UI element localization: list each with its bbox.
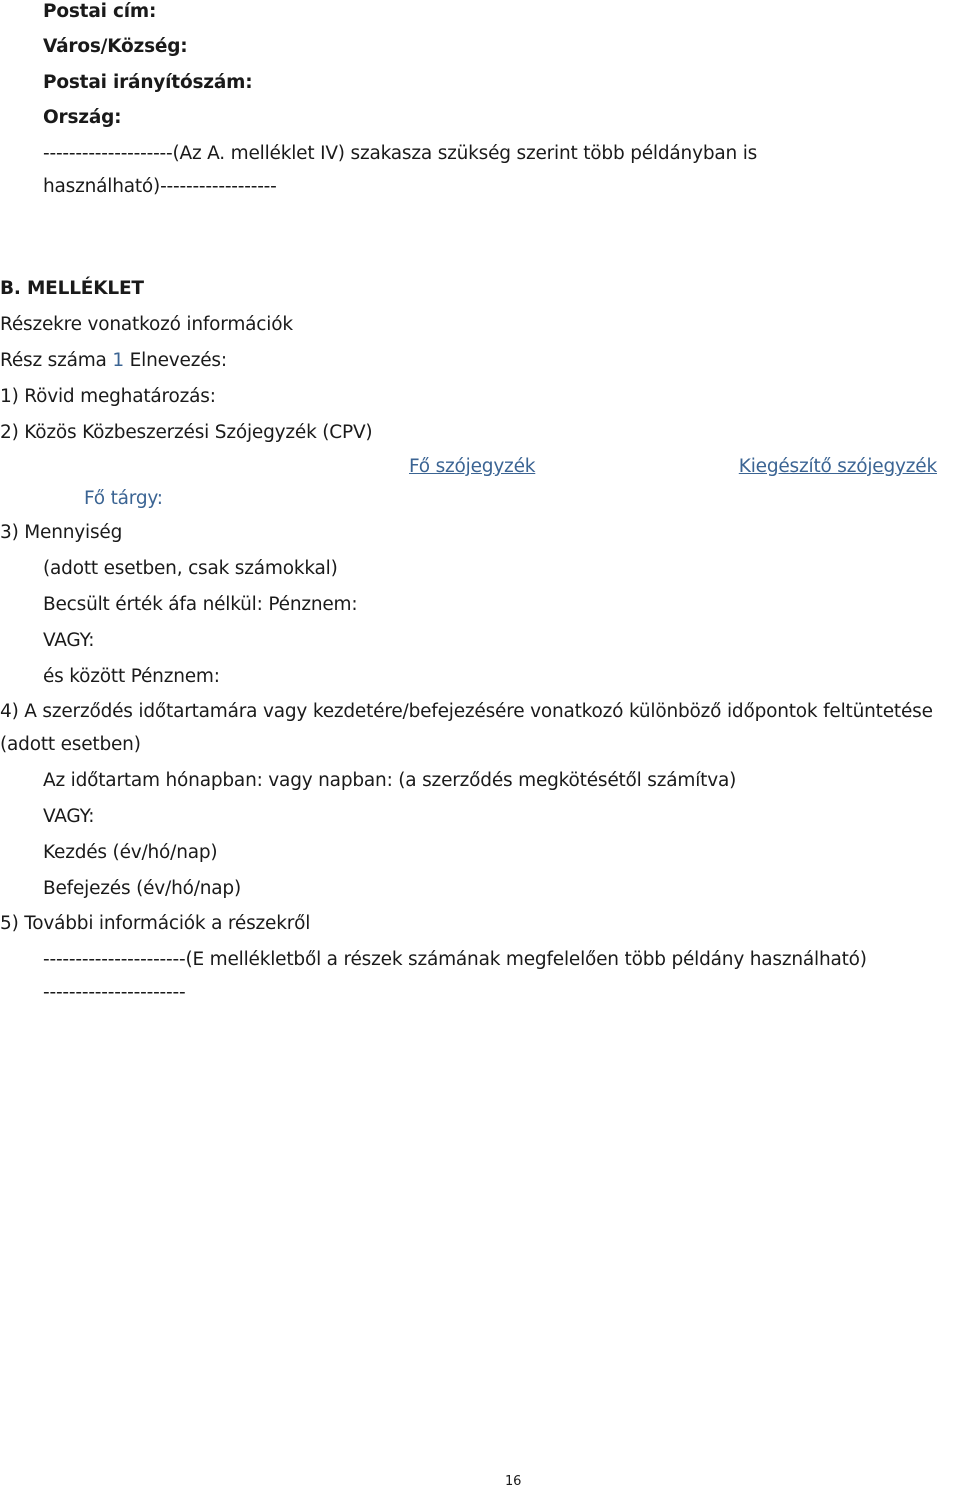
- or-label: VAGY:: [43, 806, 95, 827]
- estimated-value-label: Becsült érték áfa nélkül: Pénznem:: [43, 594, 358, 615]
- or-label: VAGY:: [43, 630, 95, 651]
- duration-label: Az időtartam hónapban: vagy napban: (a szerződés megkötésétől számítva): [43, 770, 737, 791]
- part-number-row: [0, 349, 227, 373]
- start-date-label: Kezdés (év/hó/nap): [43, 842, 218, 863]
- part-number-value: 1: [112, 350, 124, 371]
- city-label: Város/Község:: [43, 36, 188, 57]
- duration-heading-line2: (adott esetben): [0, 734, 141, 755]
- cpv-main-vocabulary-link[interactable]: Fő szójegyzék: [409, 456, 536, 477]
- postal-address-label: Postai cím:: [43, 1, 157, 22]
- cpv-supplementary-vocabulary-link[interactable]: Kiegészítő szójegyzék: [738, 456, 937, 477]
- country-label: Ország:: [43, 107, 122, 128]
- page-number: 16: [505, 1474, 522, 1489]
- annex-b-note-line2: ----------------------: [43, 982, 186, 1003]
- postal-code-label: Postai irányítószám:: [43, 72, 253, 93]
- value-range-label: és között Pénznem:: [43, 666, 220, 687]
- main-object-label: Fő tárgy:: [84, 488, 163, 509]
- quantity-heading: 3) Mennyiség: [0, 522, 123, 543]
- address-note-line1: --------------------(Az A. melléklet IV) szakasza szükség szerint több példányban is: [43, 143, 758, 164]
- additional-info-heading: 5) További információk a részekről: [0, 913, 311, 934]
- duration-heading-line1: 4) A szerződés időtartamára vagy kezdetére/befejezésére vonatkozó különböző időpontok feltüntetése: [0, 701, 933, 722]
- annex-b-title: B. MELLÉKLET: [0, 278, 144, 299]
- short-description-label: 1) Rövid meghatározás:: [0, 386, 216, 407]
- annex-b-note-line1: ----------------------(E mellékletből a részek számának megfelelően több példány használható): [43, 949, 867, 970]
- address-note-line2: használható)------------------: [43, 176, 277, 197]
- end-date-label: Befejezés (év/hó/nap): [43, 878, 241, 899]
- part-number-label: Rész száma: [0, 350, 107, 371]
- quantity-note: (adott esetben, csak számokkal): [43, 558, 338, 579]
- part-name-label: Elnevezés:: [129, 350, 227, 371]
- annex-b-subtitle: Részekre vonatkozó információk: [0, 314, 293, 335]
- cpv-heading: 2) Közös Közbeszerzési Szójegyzék (CPV): [0, 422, 373, 443]
